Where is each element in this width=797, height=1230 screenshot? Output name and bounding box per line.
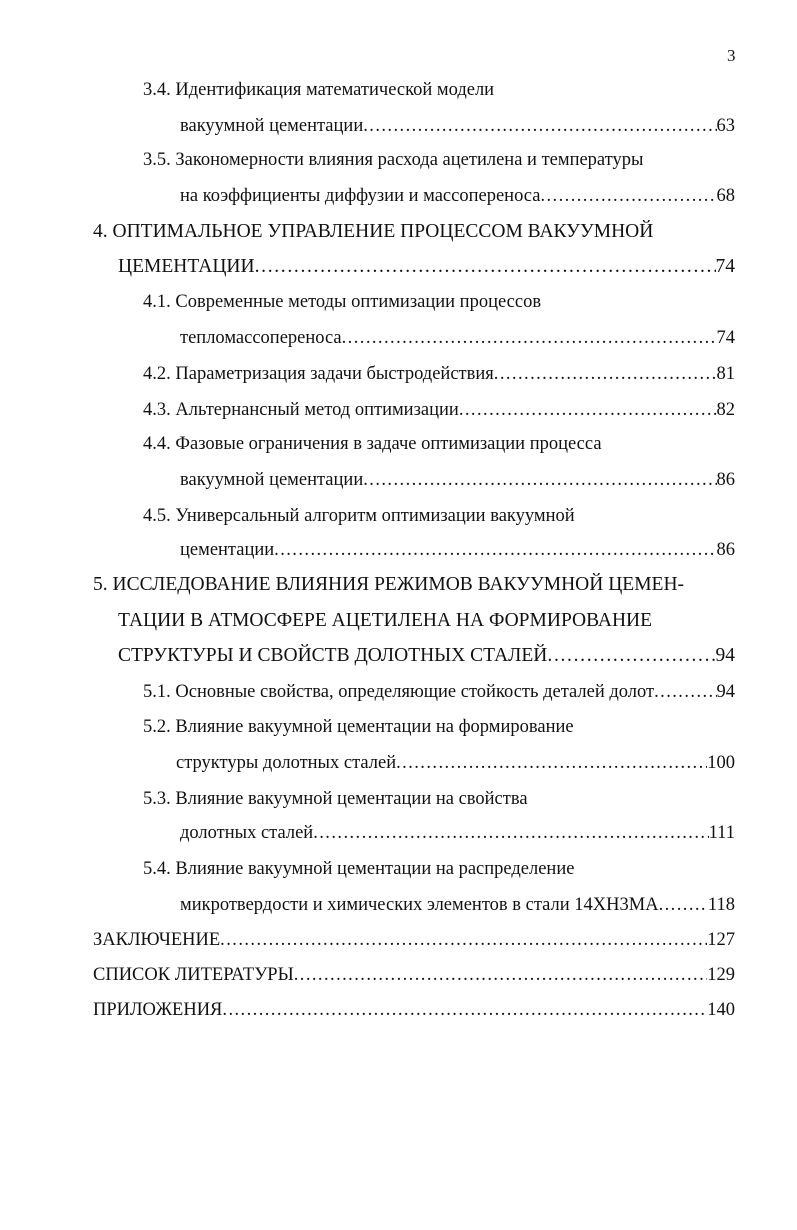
toc-chapter-text: ЦЕМЕНТАЦИИ: [118, 256, 255, 277]
toc-page-number: 86: [716, 470, 735, 490]
toc-page-number: 118: [707, 895, 735, 915]
toc-item-4-3-entry[interactable]: [143, 396, 735, 424]
toc-section-text: ПРИЛОЖЕНИЯ: [93, 1000, 223, 1020]
toc-chapter-5-entry[interactable]: [118, 642, 735, 670]
toc-item-4-4-title: [143, 430, 602, 458]
toc-page-number: 86: [716, 540, 735, 560]
toc-item-4-1-entry[interactable]: [180, 324, 735, 352]
toc-item-title: 4.4. Фазовые ограничения в задаче оптимизации процесса: [143, 434, 602, 454]
toc-item-title: 4.5. Универсальный алгоритм оптимизации вакуумной: [143, 506, 575, 526]
dot-leader: [363, 112, 716, 140]
toc-item-text: 5.1. Основные свойства, определяющие стойкость деталей долот: [143, 682, 655, 702]
dot-leader: [255, 253, 716, 281]
toc-page-number: 74: [716, 328, 735, 348]
toc-item-title: 4.1. Современные методы оптимизации процессов: [143, 292, 542, 312]
toc-chapter-text: СТРУКТУРЫ И СВОЙСТВ ДОЛОТНЫХ СТАЛЕЙ: [118, 645, 548, 666]
toc-section-text: СПИСОК ЛИТЕРАТУРЫ: [93, 965, 294, 985]
toc-item-5-2-entry[interactable]: [176, 749, 735, 777]
dot-leader: [396, 749, 707, 777]
dot-leader: [222, 996, 707, 1024]
page-number: 3: [727, 46, 736, 65]
dot-leader: [459, 396, 717, 424]
toc-item-title: 5.4. Влияние вакуумной цементации на распределение: [143, 859, 575, 879]
toc-section-text: ЗАКЛЮЧЕНИЕ: [93, 930, 221, 950]
toc-item-text: 4.3. Альтернансный метод оптимизации: [143, 400, 459, 420]
toc-item-text: тепломассопереноса: [180, 328, 342, 348]
toc-page-number: 129: [707, 965, 735, 985]
dot-leader: [654, 678, 716, 706]
toc-item-text: долотных сталей: [180, 823, 314, 843]
toc-item-5-2-title: [143, 713, 574, 741]
dot-leader: [363, 466, 716, 494]
toc-item-text: 4.2. Параметризация задачи быстродействия: [143, 364, 494, 384]
toc-item-3-5-title: [143, 146, 643, 174]
toc-page-number: 68: [716, 186, 735, 206]
toc-appendices-entry[interactable]: [93, 996, 735, 1024]
toc-page-number: 63: [716, 116, 735, 136]
toc-item-4-1-title: [143, 288, 541, 316]
dot-leader: [540, 182, 716, 210]
toc-chapter-5-title-2: [118, 607, 652, 635]
toc-item-5-1-entry[interactable]: [143, 678, 735, 706]
toc-item-3-5-entry[interactable]: [180, 182, 735, 210]
dot-leader: [313, 819, 708, 847]
toc-item-5-4-title: [143, 855, 574, 883]
toc-references-entry[interactable]: [93, 961, 735, 989]
dot-leader: [294, 961, 708, 989]
toc-chapter-title: 5. ИССЛЕДОВАНИЕ ВЛИЯНИЯ РЕЖИМОВ ВАКУУМНОЙ ЦЕМЕН-: [93, 574, 685, 595]
toc-page-number: 82: [716, 400, 735, 420]
toc-item-title: 3.4. Идентификация математической модели: [143, 80, 495, 100]
toc-item-text: вакуумной цементации: [180, 116, 364, 136]
toc-item-text: вакуумной цементации: [180, 470, 364, 490]
toc-item-title: 3.5. Закономерности влияния расхода ацетилена и температуры: [143, 150, 644, 170]
toc-item-4-5-title: [143, 502, 575, 530]
toc-item-title: 5.2. Влияние вакуумной цементации на формирование: [143, 717, 574, 737]
toc-page-number: 94: [715, 645, 735, 666]
toc-item-title: 5.3. Влияние вакуумной цементации на свойства: [143, 789, 528, 809]
dot-leader: [659, 891, 708, 919]
toc-item-4-4-entry[interactable]: [180, 466, 735, 494]
dot-leader: [274, 536, 716, 564]
toc-item-text: микротвердости и химических элементов в стали 14ХН3МА: [180, 895, 659, 915]
toc-item-5-4-entry[interactable]: [180, 891, 735, 919]
toc-page-number: 111: [708, 823, 735, 843]
toc-item-4-5-entry[interactable]: [180, 536, 735, 564]
dot-leader: [494, 360, 717, 388]
toc-item-3-4-entry[interactable]: [180, 112, 735, 140]
toc-chapter-title: ТАЦИИ В АТМОСФЕРЕ АЦЕТИЛЕНА НА ФОРМИРОВАНИЕ: [118, 610, 653, 631]
toc-chapter-title: 4. ОПТИМАЛЬНОЕ УПРАВЛЕНИЕ ПРОЦЕССОМ ВАКУУМНОЙ: [93, 221, 654, 242]
toc-page-number: 94: [716, 682, 735, 702]
toc-chapter-4-entry[interactable]: [118, 253, 735, 281]
toc-page-number: 140: [707, 1000, 735, 1020]
toc-item-text: на коэффициенты диффузии и массопереноса: [180, 186, 541, 206]
toc-page-number: 81: [716, 364, 735, 384]
toc-page-number: 100: [707, 753, 735, 773]
toc-item-5-3-entry[interactable]: [180, 819, 735, 847]
toc-page-number: 74: [715, 256, 735, 277]
toc-chapter-4-title: [93, 218, 653, 246]
toc-item-4-2-entry[interactable]: [143, 360, 735, 388]
dot-leader: [220, 926, 707, 954]
toc-page-number: 127: [707, 930, 735, 950]
toc-chapter-5-title-1: [93, 571, 684, 599]
toc-conclusion-entry[interactable]: [93, 926, 735, 954]
toc-item-5-3-title: [143, 785, 528, 813]
toc-item-text: структуры долотных сталей: [176, 753, 397, 773]
toc-item-text: цементации: [180, 540, 275, 560]
toc-item-3-4-title: [143, 76, 494, 104]
dot-leader: [342, 324, 717, 352]
dot-leader: [547, 642, 715, 670]
